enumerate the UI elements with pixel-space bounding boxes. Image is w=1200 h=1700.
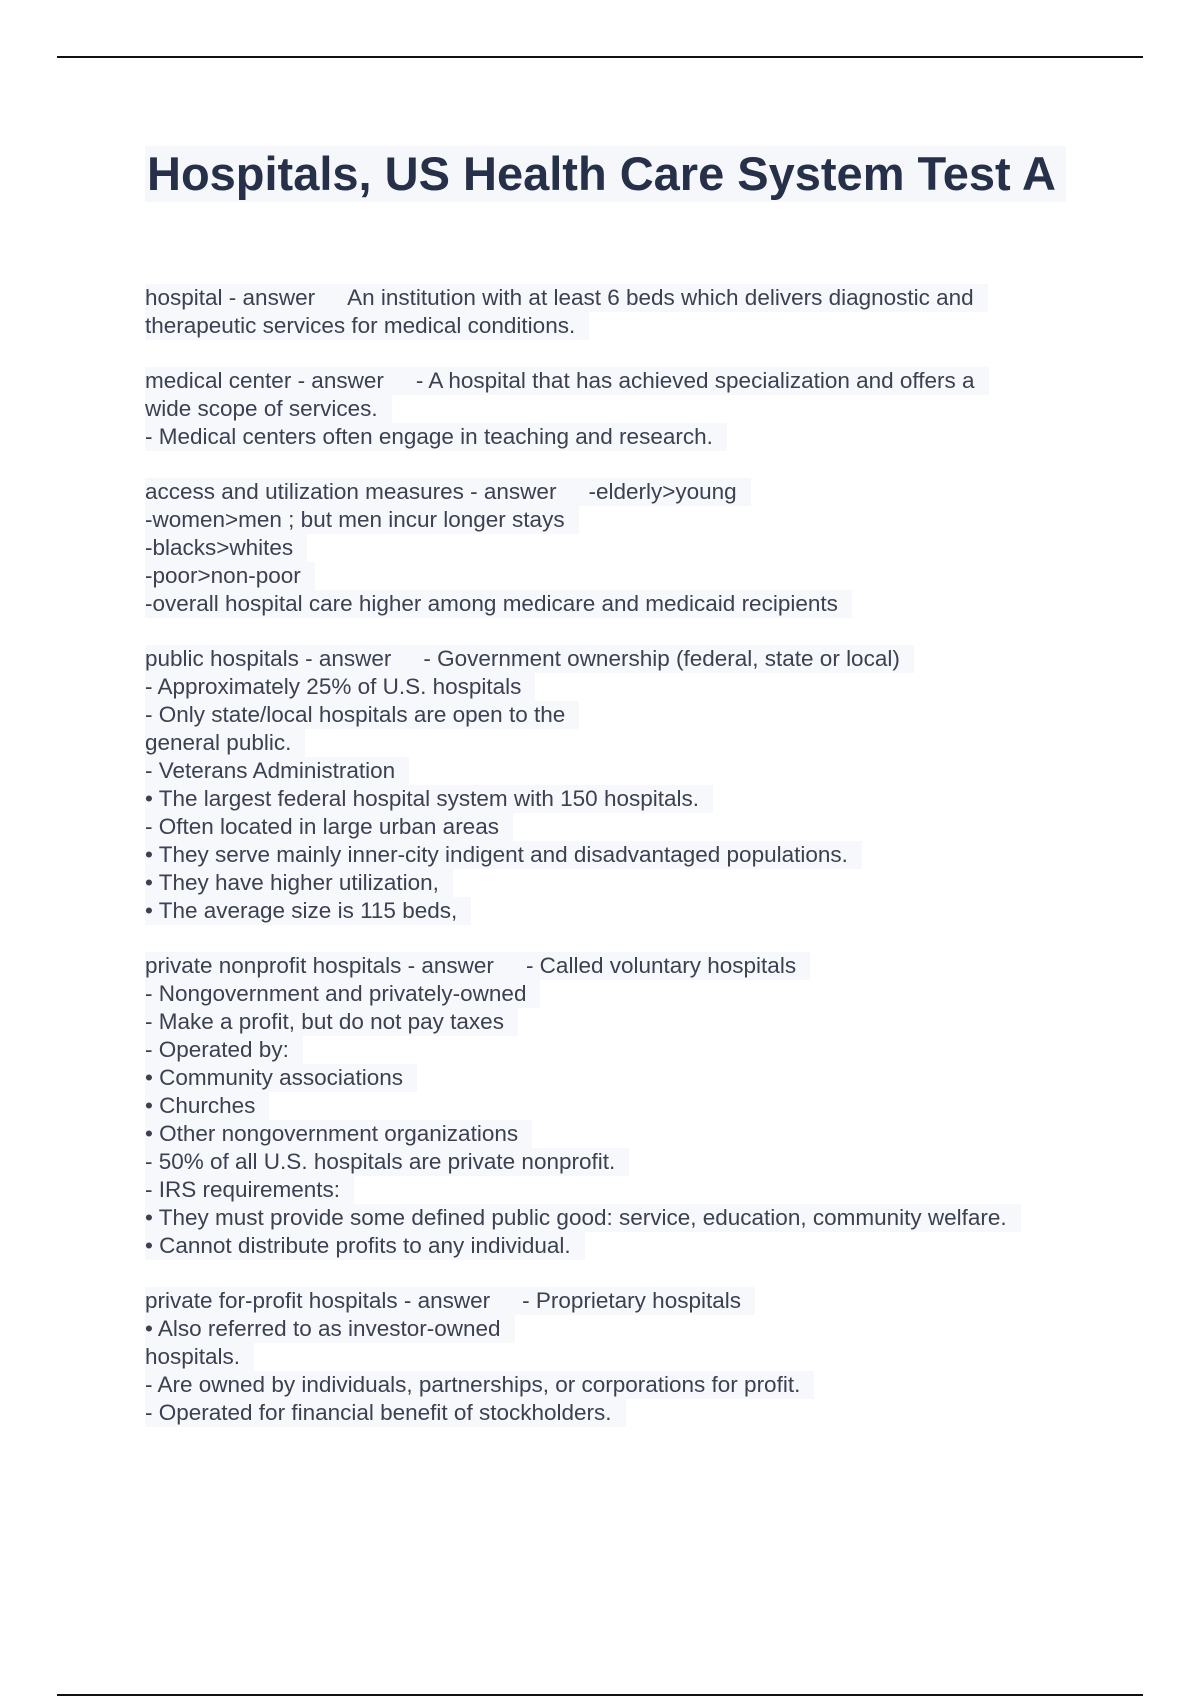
entry-line: • They serve mainly inner-city indigent and disadvantaged populations. <box>145 841 862 869</box>
entry-line: - Medical centers often engage in teaching and research. <box>145 423 727 451</box>
entry-line: • Community associations <box>145 1064 417 1092</box>
entry-term: private nonprofit hospitals - answer <box>145 953 494 978</box>
entry-line: • Churches <box>145 1092 269 1120</box>
entry-term: public hospitals - answer <box>145 646 392 671</box>
entry-line: • They have higher utilization, <box>145 869 453 897</box>
entry-line: • Also referred to as investor-owned <box>145 1315 515 1343</box>
entry-first-line <box>145 478 751 506</box>
entry-medical-center <box>145 367 1095 451</box>
entry-term: access and utilization measures - answer <box>145 479 557 504</box>
page-title: Hospitals, US Health Care System Test A <box>145 146 1066 202</box>
entry-hospital <box>145 284 1095 340</box>
entry-definition: - Government ownership (federal, state or local) <box>423 646 900 671</box>
entry-line: wide scope of services. <box>145 395 392 423</box>
entry-line: - Make a profit, but do not pay taxes <box>145 1008 518 1036</box>
entry-term: medical center - answer <box>145 368 384 393</box>
entry-line: - Only state/local hospitals are open to the <box>145 701 579 729</box>
entry-line: - Often located in large urban areas <box>145 813 513 841</box>
entry-first-line <box>145 952 810 980</box>
entry-private-for-profit <box>145 1287 1095 1427</box>
top-divider <box>57 56 1143 58</box>
entry-line: -overall hospital care higher among medicare and medicaid recipients <box>145 590 852 618</box>
entry-line: - Operated by: <box>145 1036 303 1064</box>
entry-public-hospitals <box>145 645 1095 925</box>
entry-line: - Approximately 25% of U.S. hospitals <box>145 673 535 701</box>
entry-line: -women>men ; but men incur longer stays <box>145 506 579 534</box>
entry-access-utilization <box>145 478 1095 618</box>
entry-line: • Other nongovernment organizations <box>145 1120 532 1148</box>
bottom-divider <box>57 1694 1143 1696</box>
entry-line: • The average size is 115 beds, <box>145 897 471 925</box>
entry-definition: -elderly>young <box>588 479 737 504</box>
document-body <box>145 284 1095 1454</box>
entry-first-line <box>145 645 914 673</box>
entry-line: - Nongovernment and privately-owned <box>145 980 540 1008</box>
entry-line: therapeutic services for medical conditions. <box>145 312 589 340</box>
entry-definition: - Called voluntary hospitals <box>525 953 797 978</box>
entry-line: general public. <box>145 729 305 757</box>
entry-private-nonprofit <box>145 952 1095 1260</box>
entry-first-line <box>145 1287 755 1315</box>
entry-definition: - Proprietary hospitals <box>522 1288 741 1313</box>
entry-line: -poor>non-poor <box>145 562 315 590</box>
entry-term: private for-profit hospitals - answer <box>145 1288 491 1313</box>
entry-line: - Operated for financial benefit of stockholders. <box>145 1399 626 1427</box>
entry-line: - Veterans Administration <box>145 757 409 785</box>
entry-line: • They must provide some defined public good: service, education, community welfare. <box>145 1204 1021 1232</box>
entry-definition: An institution with at least 6 beds which delivers diagnostic and <box>347 285 974 310</box>
entry-line: - 50% of all U.S. hospitals are private nonprofit. <box>145 1148 629 1176</box>
entry-line: • The largest federal hospital system with 150 hospitals. <box>145 785 713 813</box>
entry-line: • Cannot distribute profits to any individual. <box>145 1232 585 1260</box>
entry-line: - Are owned by individuals, partnerships, or corporations for profit. <box>145 1371 814 1399</box>
entry-first-line <box>145 284 988 312</box>
entry-definition: - A hospital that has achieved specialization and offers a <box>415 368 975 393</box>
title-wrapper <box>145 146 1066 202</box>
entry-line: -blacks>whites <box>145 534 307 562</box>
entry-line: - IRS requirements: <box>145 1176 354 1204</box>
entry-term: hospital - answer <box>145 285 316 310</box>
entry-first-line <box>145 367 989 395</box>
entry-line: hospitals. <box>145 1343 254 1371</box>
